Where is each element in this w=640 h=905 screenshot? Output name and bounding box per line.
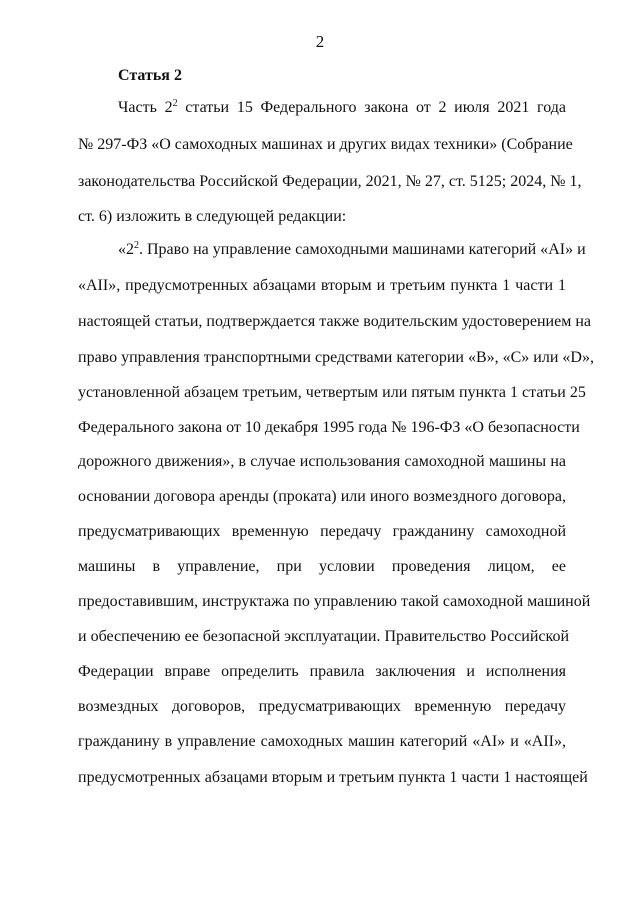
paragraph-2-line: предусмотренных абзацами вторым и третьим пункта 1 части 1 настоящей <box>78 769 588 786</box>
paragraph-1-line-4: ст. 6) изложить в следующей редакции: <box>78 208 347 225</box>
paragraph-1-line-3: законодательства Российской Федерации, 2021, № 27, ст. 5125; 2024, № 1, <box>78 173 582 190</box>
p1-l1-text-a: Часть 2 <box>118 99 173 116</box>
paragraph-2-line: основании договора аренды (проката) или иного возмездного договора, <box>78 488 566 505</box>
paragraph-2-line: и обеспечению ее безопасной эксплуатации. Правительство Российской <box>78 628 570 645</box>
paragraph-2-line: гражданину в управление самоходных машин категорий «AI» и «AII», <box>78 733 566 750</box>
paragraph-2-line: Федерации вправе определить правила заключения и исполнения <box>78 663 566 680</box>
paragraph-2-line: установленной абзацем третьим, четвертым или пятым пункта 1 статьи 25 <box>78 384 586 401</box>
paragraph-2-line: «AII», предусмотренных абзацами вторым и третьим пункта 1 части 1 <box>78 277 566 294</box>
paragraph-2-line: предоставившим, инструктажа по управлению такой самоходной машиной <box>78 593 591 610</box>
p1-superscript: 2 <box>172 98 178 109</box>
paragraph-2-line: Федерального закона от 10 декабря 1995 года № 196-ФЗ «О безопасности <box>78 419 580 436</box>
paragraph-2-line-1 <box>118 240 586 260</box>
p1-l1-text-b: статьи 15 Федерального закона от 2 июля 2021 года <box>177 99 566 116</box>
article-title: Статья 2 <box>118 67 182 84</box>
p2-superscript: 2 <box>134 240 139 251</box>
paragraph-2-line: право управления транспортными средствами категории «B», «C» или «D», <box>78 349 594 366</box>
paragraph-2-line: машины в управление, при условии проведения лицом, ее <box>78 558 566 575</box>
paragraph-1-line-2: № 297-ФЗ «О самоходных машинах и других видах техники» (Собрание <box>78 136 573 153</box>
paragraph-2-line: возмездных договоров, предусматривающих временную передачу <box>78 698 566 715</box>
page-number: 2 <box>315 32 325 51</box>
paragraph-2-line: предусматривающих временную передачу гражданину самоходной <box>78 523 566 540</box>
p2-l1-text-b: . Право на управление самоходными машинами категорий «AI» и <box>139 241 586 258</box>
paragraph-1-line-1 <box>118 98 566 118</box>
p2-l1-text-a: «2 <box>118 241 134 258</box>
paragraph-2-line: настоящей статьи, подтверждается также водительским удостоверением на <box>78 313 591 330</box>
paragraph-2-line: дорожного движения», в случае использования самоходной машины на <box>78 453 566 470</box>
